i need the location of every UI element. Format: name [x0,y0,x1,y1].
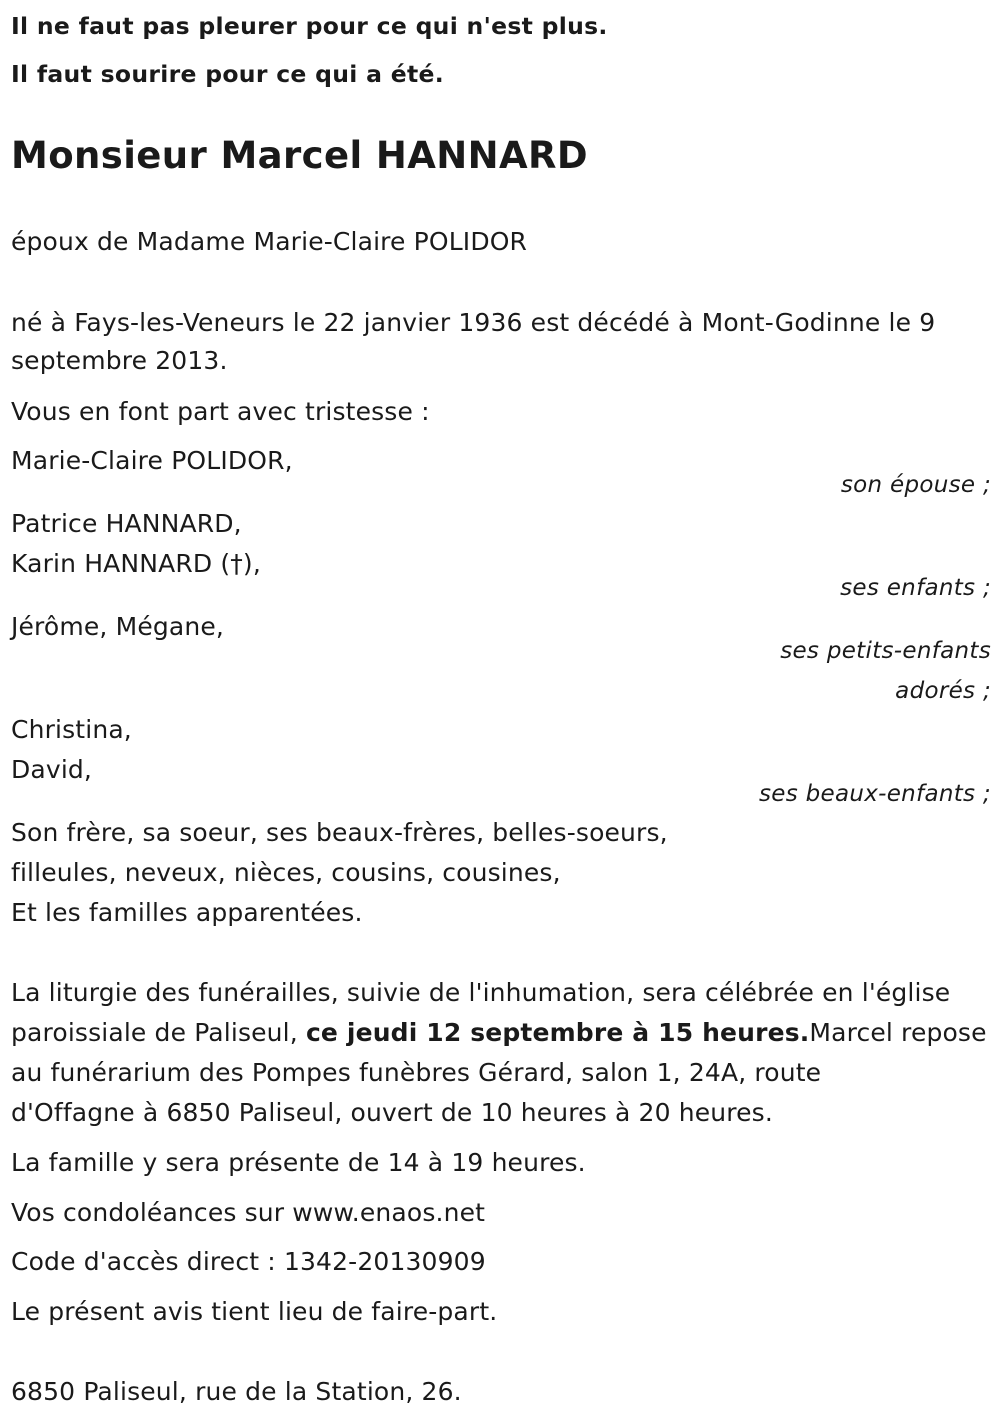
family-presence: La famille y sera présente de 14 à 19 heures. [11,1148,586,1177]
quote-line-1: Il ne faut pas pleurer pour ce qui n'est plus. [11,12,608,40]
spouse-line: époux de Madame Marie-Claire POLIDOR [11,227,528,256]
grandchildren-role-line-2: adorés ; [895,678,991,704]
announcement-intro: Vous en font part avec tristesse : [11,397,430,426]
funeral-line-1: La liturgie des funérailles, suivie de l'inhumation, sera célébrée en l'église [11,978,951,1007]
grandchildren-role-line-1: ses petits-enfants [780,638,991,664]
child-2: Karin HANNARD (†), [11,549,261,578]
spouse-name: Marie-Claire POLIDOR, [11,446,293,475]
family-line-1: Son frère, sa soeur, ses beaux-frères, belles-soeurs, [11,818,668,847]
grandchildren: Jérôme, Mégane, [11,612,224,641]
stepchildren-role: ses beaux-enfants ; [758,781,991,807]
birth-death-line-1: né à Fays-les-Veneurs le 22 janvier 1936 est décédé à Mont-Godinne le 9 [11,308,936,337]
funeral-line-4: d'Offagne à 6850 Paliseul, ouvert de 10 heures à 20 heures. [11,1098,773,1127]
funeral-line-2 [11,1018,987,1048]
spouse-role: son épouse ; [840,472,991,498]
funeral-line-2-post: Marcel repose [809,1018,987,1047]
funeral-date-time: ce jeudi 12 septembre à 15 heures. [305,1018,810,1047]
deceased-name: Monsieur Marcel HANNARD [11,134,589,177]
quote-line-2: Il faut sourire pour ce qui a été. [11,60,445,88]
stepchild-2: David, [11,755,93,784]
stepchild-1: Christina, [11,715,132,744]
funeral-line-3: au funérarium des Pompes funèbres Gérard, salon 1, 24A, route [11,1058,822,1087]
children-role: ses enfants ; [840,575,991,601]
condolences-line: Vos condoléances sur www.enaos.net [11,1198,486,1227]
funeral-line-2-pre: paroissiale de Paliseul, [11,1018,306,1047]
child-1: Patrice HANNARD, [11,509,242,538]
access-code: Code d'accès direct : 1342-20130909 [11,1247,486,1276]
notice-line: Le présent avis tient lieu de faire-part. [11,1297,498,1326]
address: 6850 Paliseul, rue de la Station, 26. [11,1377,462,1406]
family-line-2: filleules, neveux, nièces, cousins, cousines, [11,858,561,887]
family-line-3: Et les familles apparentées. [11,898,363,927]
birth-death-line-2: septembre 2013. [11,346,228,375]
